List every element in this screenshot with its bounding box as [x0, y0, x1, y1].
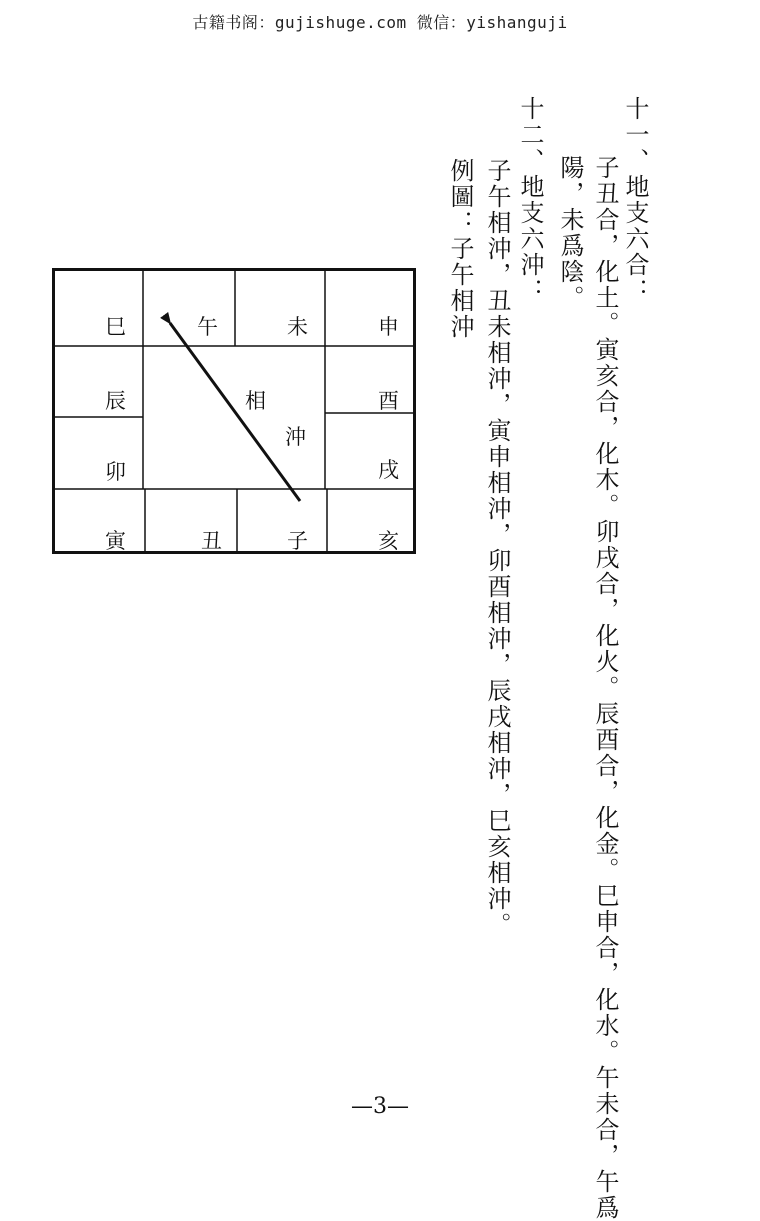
branch-zi: 子 [287, 529, 308, 553]
liuhe-text-line1: 子丑合，化土。寅亥合，化木。卯戌合，化火。辰酉合，化金。巳申合，化水。午未合，午爲 [591, 155, 619, 1221]
example-caption: 例圖：子午相沖 [446, 158, 474, 340]
header-watermark: 古籍书阁：gujishuge.com 微信：yishanguji [192, 13, 568, 32]
section-12-heading: 十二、地支六沖： [516, 96, 544, 304]
branch-mao: 卯 [105, 460, 126, 484]
branch-wei: 未 [287, 315, 308, 339]
page-number: —3— [351, 1094, 409, 1119]
branch-shen: 申 [378, 315, 399, 339]
branch-si: 巳 [105, 315, 126, 339]
branch-you: 酉 [378, 389, 399, 413]
branch-yin: 寅 [105, 529, 126, 553]
branch-chen: 辰 [105, 389, 126, 413]
branch-xu: 戌 [378, 458, 399, 482]
branch-hai: 亥 [378, 529, 399, 553]
chong-arrow [170, 323, 300, 501]
branch-diagram [52, 268, 416, 554]
liuhe-text-line2: 陽，未爲陰。 [556, 155, 584, 311]
liuchong-text: 子午相沖，丑未相沖，寅申相沖，卯酉相沖，辰戌相沖，巳亥相沖。 [483, 158, 511, 938]
section-11-heading: 十一、地支六合： [621, 96, 649, 304]
center-chong: 沖 [285, 425, 306, 449]
branch-chou: 丑 [201, 529, 222, 553]
center-xiang: 相 [245, 389, 266, 413]
branch-wu: 午 [197, 315, 218, 339]
